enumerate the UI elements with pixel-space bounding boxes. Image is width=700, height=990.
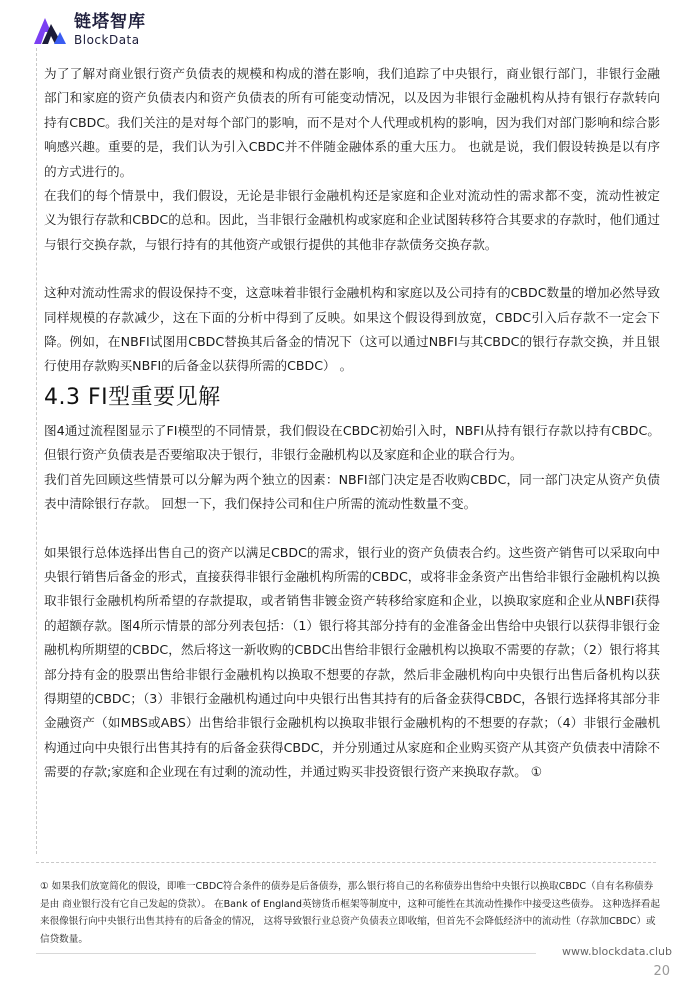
paragraph-5: 我们首先回顾这些情景可以分解为两个独立的因素：NBFI部门决定是否收购CBDC，同一部门决定从资产负债表中清除银行存款。 回想一下，我们保持公司和住户所需的流动性数量不变。: [44, 471, 660, 512]
logo-english-name: BlockData: [74, 33, 140, 47]
paragraph-1: 为了了解对商业银行资产负债表的规模和构成的潜在影响，我们追踪了中央银行，商业银行部门，非银行金融部门和家庭的资产负债表内和资产负债表的所有可能变动情况，以及因为非银行金融机构从持有银行存款转向持有CBDC。我们关注的是对每个部门的影响，而不是对个人代理或机构的影响，因为我们对部门影响和综合影响感兴趣。重要的是，我们认为引入CBDC并不伴随金融体系的重大压力。 也就是说，我们假设转换是以有序的方式进行的。: [44, 66, 660, 179]
logo-chinese-name: 链塔智库: [74, 12, 146, 32]
logo-wordmark: [74, 14, 146, 46]
left-margin-rule: [36, 48, 37, 854]
section-heading: 4.3 FI型重要见解: [44, 384, 221, 410]
footnote: ① 如果我们放宽简化的假设，即唯一CBDC符合条件的债券是后备债券，那么银行将自己的名称债券出售给中央银行以换取CBDC（自有名称债券是由 商业银行没有它自己发起的贷款）。 在Bank of England英镑货币框架等制度中，这种可能性在其流动性操作中接受这些债券。 这种选择看起来很像银行向中央银行出售其持有的后备金的情况， 这将导致银行业总资产负债表立即收缩，但首先不会降低经济中的流动性（存款加CBDC）或信贷数量。: [40, 881, 660, 945]
brand-header: [32, 12, 146, 48]
paragraph-6: 如果银行总体选择出售自己的资产以满足CBDC的需求，银行业的资产负债表合约。这些资产销售可以采取向中央银行销售后备金的形式，直接获得非银行金融机构所需的CBDC，或将非金条资产出售给非银行金融机构以换取非银行金融机构所希望的存款提取，或者销售非镀金资产转移给家庭和企业，以换取家庭和企业从NBFI获得的超额存款。图4所示情景的部分列表包括：（1）银行将其部分持有的金准备金出售给中央银行以获得非银行金融机构所期望的CBDC，然后将这一新收购的CBDC出售给非银行金融机构以换取不需要的存款；（2）银行将其部分持有金的股票出售给非银行金融机构以换取不想要的存款，然后非金融机构向中央银行出售后备机构以获得期望的CBDC；（3）非银行金融机构通过向中央银行出售其持有的后备金获得CBDC，各银行选择将其部分非金融资产（如MBS或ABS）出售给非银行金融机构以换取非银行金融机构的不想要的存款；（4）非银行金融机构通过向中央银行出售其持有的后备金获得CBDC，并分别通过从家庭和企业购买资产从其资产负债表中清除不需要的存款;家庭和企业现在有过剩的流动性，并通过购买非投资银行资产来换取存款。 ①: [44, 544, 660, 780]
paragraph-3: 这种对流动性需求的假设保持不变，这意味着非银行金融机构和家庭以及公司持有的CBDC数量的增加必然导致同样规模的存款减少，这在下面的分析中得到了反映。如果这个假设得到放宽，CBDC引入后存款不一定会下降。例如，在NBFI试图用CBDC替换其后备金的情况下（这可以通过NBFI与其CBDC的银行存款交换，并且银行使用存款购买NBFI的后备金以获得所需的CBDC） 。: [44, 285, 660, 374]
paragraph-spacer: [44, 517, 660, 541]
paragraph-2: 在我们的每个情景中，我们假设，无论是非银行金融机构还是家庭和企业对流动性的需求都不变，流动性被定义为银行存款和CBDC的总和。因此，当非银行金融机构或家庭和企业试图转移符合其要求的存款时，他们通过与银行交换存款，与银行持有的其他资产或银行提供的其他非存款债务交换存款。: [44, 188, 660, 252]
footer-rule: [36, 953, 536, 954]
paragraph-4: 图4通过流程图显示了FI模型的不同情景，我们假设在CBDC初始引入时，NBFI从持有银行存款以持有CBDC。但银行资产负债表是否要缩取决于银行，非银行金融机构以及家庭和企业的联合行为。: [44, 422, 660, 463]
blockdata-logo-icon: [32, 14, 68, 46]
paragraph-spacer: [44, 257, 660, 281]
footer-url: www.blockdata.club: [562, 945, 672, 958]
page-number: 20: [653, 964, 670, 979]
article-body: [44, 62, 660, 785]
footnote-separator: [36, 862, 656, 863]
